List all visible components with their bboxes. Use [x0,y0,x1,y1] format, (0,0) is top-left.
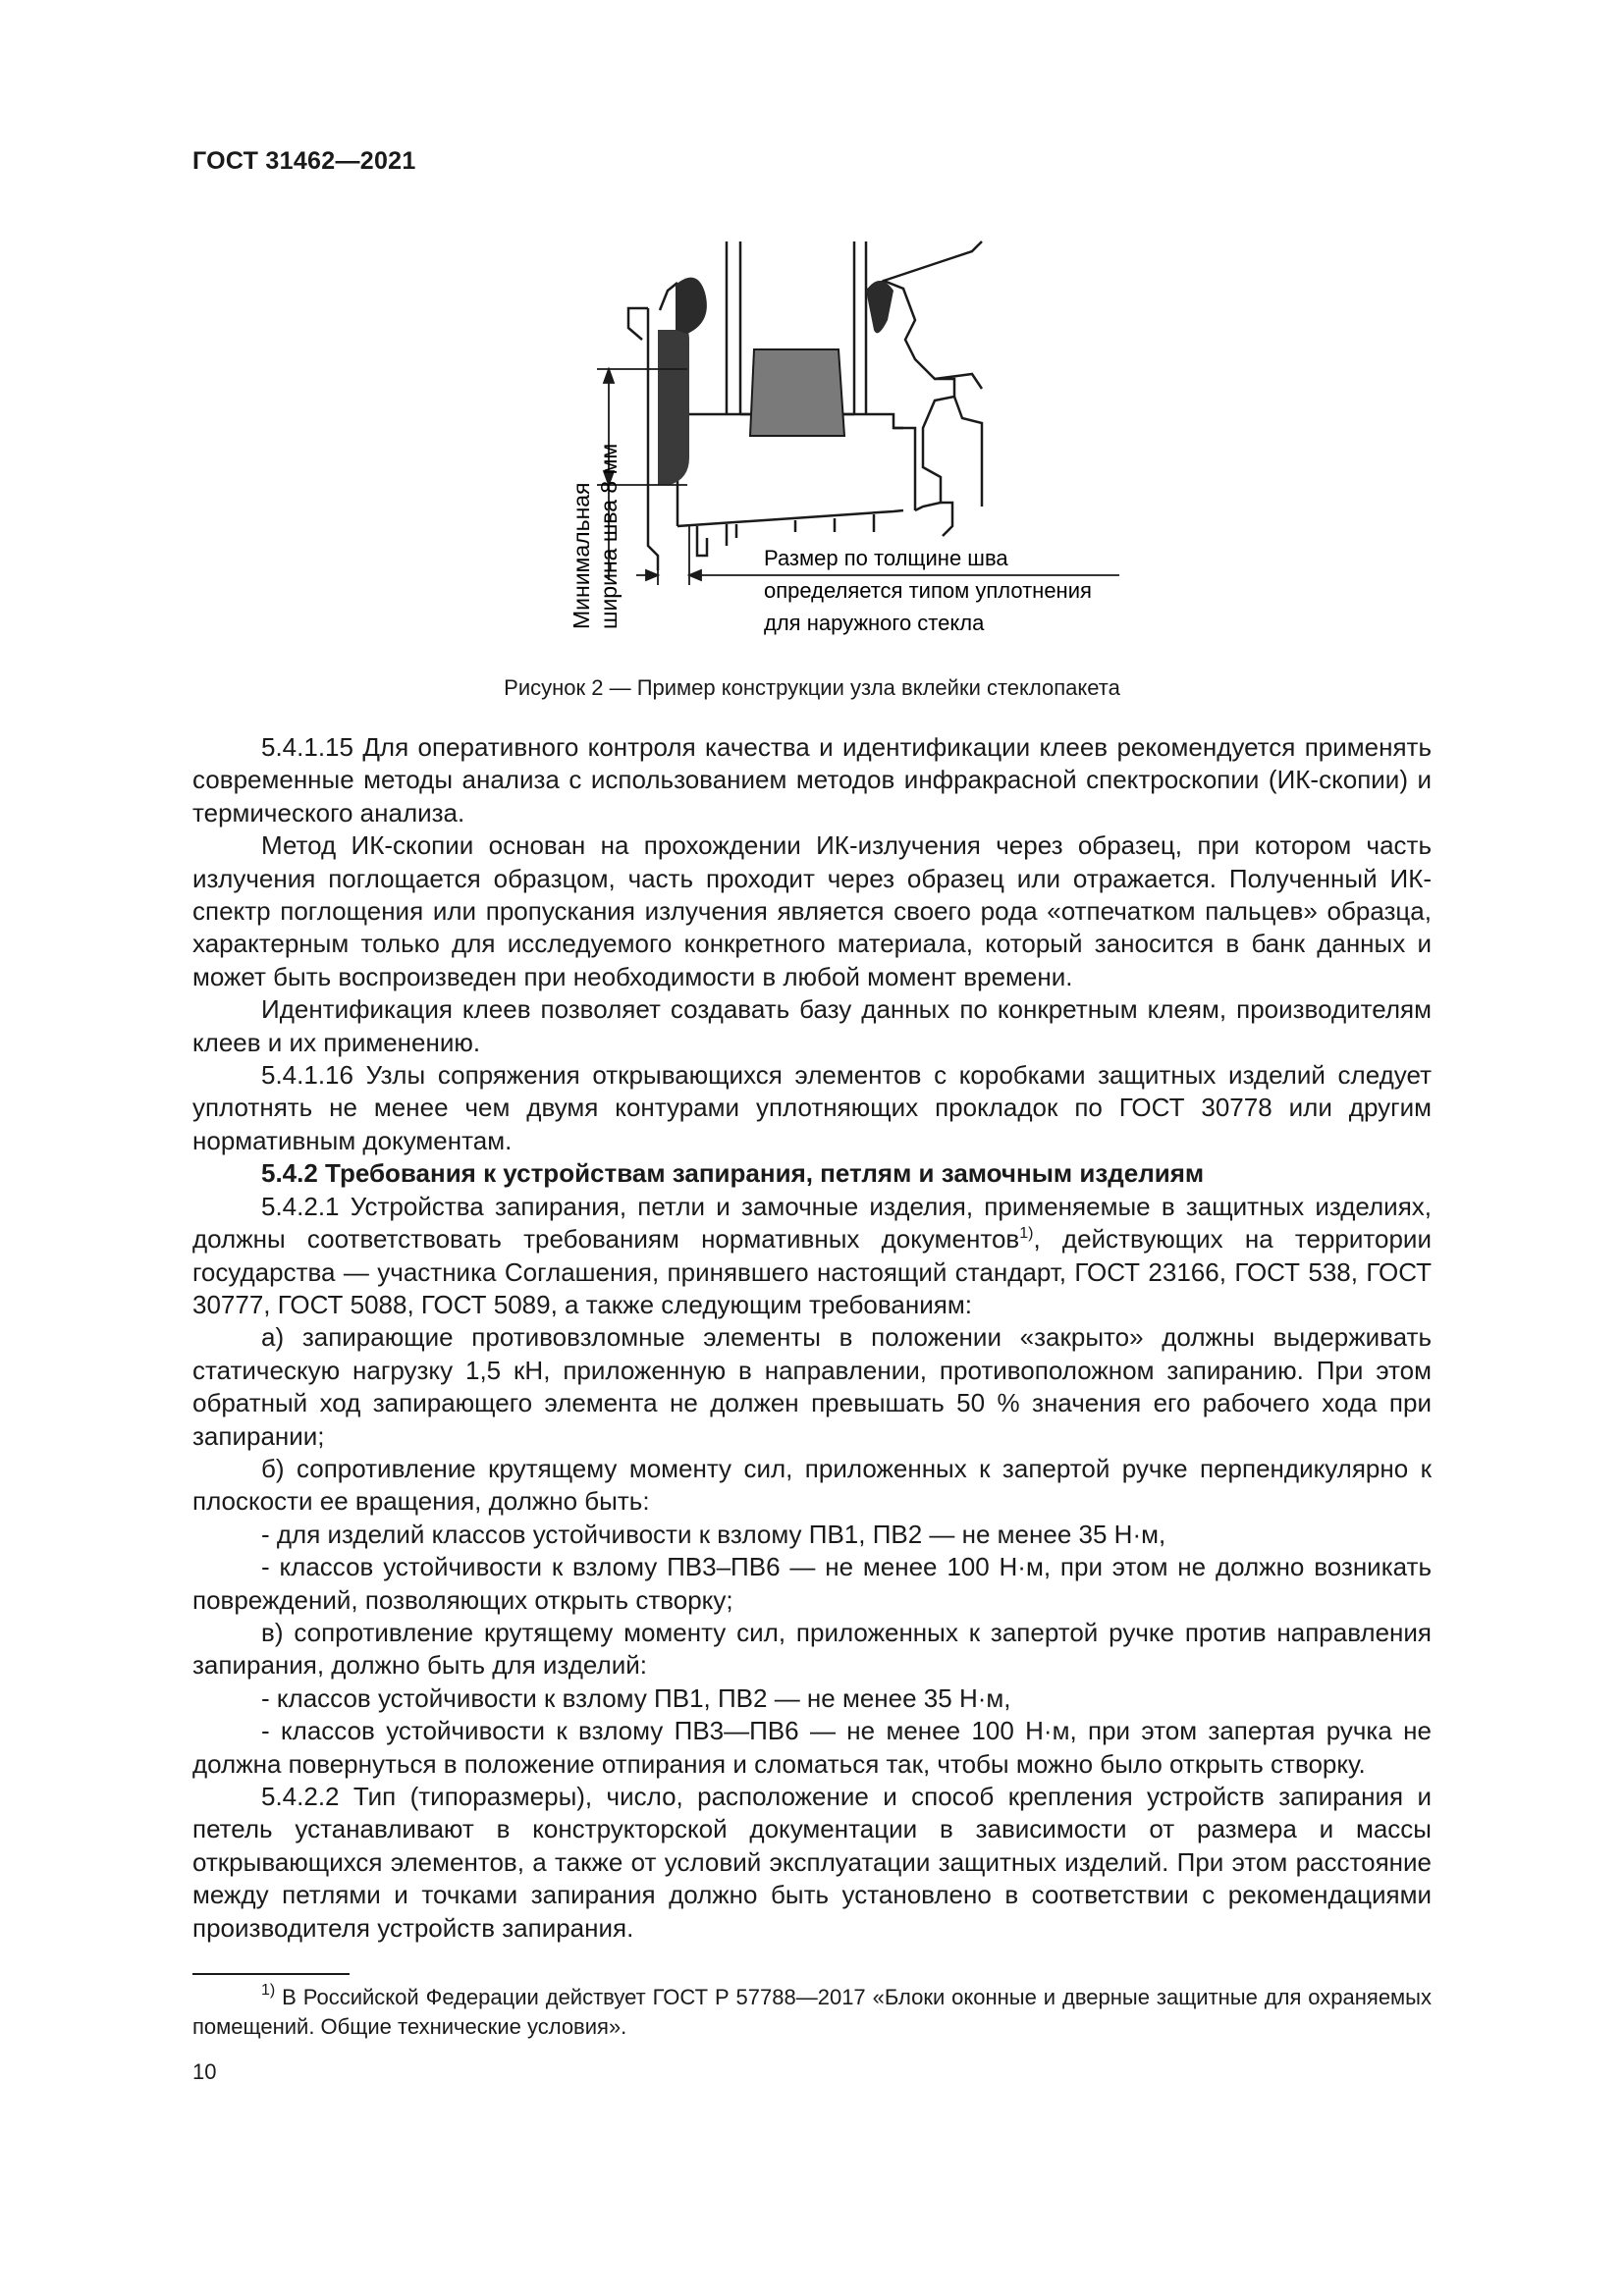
paragraph: Идентификация клеев позволяет создавать базу данных по конкретным клеям, производителям клеев и их применению. [192,994,1432,1057]
list-item: - для изделий классов устойчивости к взлому ПВ1, ПВ2 — не менее 35 Н·м, [261,1519,1166,1549]
paragraph: 5.4.2.2 Тип (типоразмеры), число, расположение и способ крепления устройств запирания и петель устанавливают в конструкторской документации в зависимости от размера и массы открывающихся элементов, а также от условий эксплуатации защитных изделий. При этом расстояние между петлями и точками запирания должно быть установлено в соответствии с рекомендациями производителя устройств запирания. [192,1782,1432,1943]
footnote-ref: 1) [1019,1225,1034,1243]
list-item: а) запирающие противовзломные элементы в положении «закрыто» должны выдерживать статическую нагрузку 1,5 кН, приложенную в направлении, противоположном запиранию. При этом обратный ход запирающего элемента не должен превышать 50 % значения его рабочего хода при запирании; [192,1322,1432,1451]
footnote-divider [192,1973,350,1975]
figure-glazing-joint [550,232,1159,644]
paragraph: 5.4.1.16 Узлы сопряжения открывающихся элементов с коробками защитных изделий следует уплотнять не менее чем двумя контурами уплотняющих прокладок по ГОСТ 30778 или другим нормативным документам. [192,1060,1432,1155]
list-item: - классов устойчивости к взлому ПВ3–ПВ6 — не менее 100 Н·м, при этом не должно возникать повреждений, позволяющих открыть створку; [192,1552,1432,1615]
paragraph-text-part: , действующих на территории государства — участника Соглашения, принявшего настоящий стандарт, ГОСТ 23166, ГОСТ 538, ГОСТ 30777, ГОСТ 5088, ГОСТ 5089, а также следующим требованиям: [192,1224,1432,1319]
figure-vertical-label-1: Минимальная [568,482,594,629]
footnote-text: В Российской Федерации действует ГОСТ Р 57788—2017 «Блоки оконные и дверные защитные для охраняемых помещений. Общие технические условия». [192,1985,1432,2039]
paragraph: 5.4.1.15 Для оперативного контроля качества и идентификации клеев рекомендуется применять современные методы анализа с использованием методов инфракрасной спектроскопии (ИК-скопии) и термического анализа. [192,732,1432,828]
paragraph: Метод ИК-скопии основан на прохождении ИК-излучения через образец, при котором часть излучения поглощается образцом, часть проходит через образец или отражается. Полученный ИК-спектр поглощения или пропускания излучения является своего рода «отпечатком пальцев» образца, характерным только для исследуемого конкретного материала, который заносится в банк данных и может быть воспроизведен при необходимости в любой момент времени. [192,830,1432,991]
page-number: 10 [192,2059,217,2084]
figure-callout-line1: Размер по толщине шва [764,546,1008,570]
list-item: б) сопротивление крутящему моменту сил, приложенных к запертой ручке перпендикулярно к плоскости ее вращения, должно быть: [192,1453,1432,1517]
section-heading: 5.4.2 Требования к устройствам запирания, петлям и замочным изделиям [261,1158,1205,1189]
paragraph [192,1191,1432,1322]
paragraph-text-part: 5.4.2.1 Устройства запирания, петли и замочные изделия, применяемые в защитных изделиях, должны соответствовать требованиям нормативных документов [192,1191,1432,1255]
figure-caption: Рисунок 2 — Пример конструкции узла вклейки стеклопакета [504,675,1120,700]
figure-callout-line3: для наружного стекла [764,611,985,635]
figure-callout-line2: определяется типом уплотнения [764,578,1092,603]
footnote [192,1983,1432,2042]
list-item: - классов устойчивости к взлому ПВ3—ПВ6 — не менее 100 Н·м, при этом запертая ручка не должна повернуться в положение отпирания и сломаться так, чтобы можно было открыть створку. [192,1716,1432,1779]
footnote-marker: 1) [261,1982,276,1999]
list-item: - классов устойчивости к взлому ПВ1, ПВ2 — не менее 35 Н·м, [261,1682,1011,1713]
body-text [192,731,1432,1945]
figure-vertical-label-2: ширина шва 8 мм [596,443,622,629]
document-header: ГОСТ 31462—2021 [192,147,416,175]
glazing-joint-drawing [550,232,1159,644]
list-item: в) сопротивление крутящему моменту сил, приложенных к запертой ручке против направления запирания, должно быть для изделий: [192,1617,1432,1681]
